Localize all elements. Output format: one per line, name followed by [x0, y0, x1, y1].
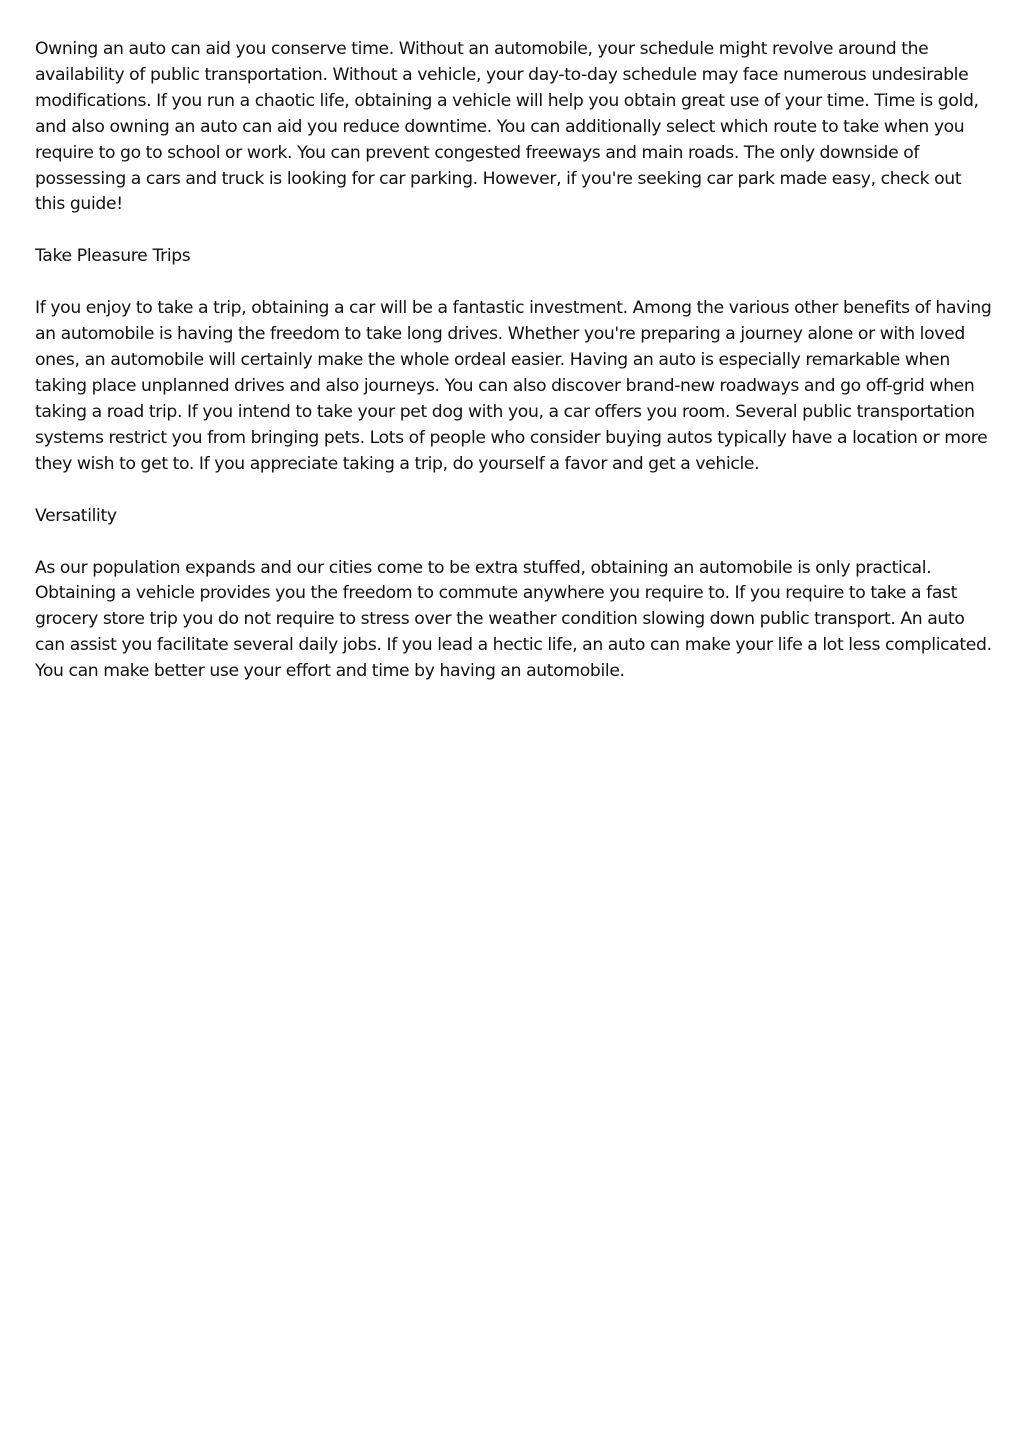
section-heading-versatility: Versatility [35, 505, 117, 526]
document-page [35, 37, 995, 711]
section-body-pleasure-trips: If you enjoy to take a trip, obtaining a car will be a fantastic investment. Among the various other benefits of having an automobile is having the freedom to take long drives. Whether you're preparing a journey alone or with loved ones, an automobile will certainly make the whole ordeal easier. Having an auto is especially remarkable when taking place unplanned drives and also journeys. You can also discover brand-new roadways and go off-grid when taking a road trip. If you intend to take your pet dog with you, a car offers you room. Several public transportation systems restrict you from bringing pets. Lots of people who consider buying autos typically have a location or more they wish to get to. If you appreciate taking a trip, do yourself a favor and get a vehicle. [35, 298, 992, 474]
section-heading-pleasure-trips: Take Pleasure Trips [35, 246, 191, 267]
intro-paragraph: Owning an auto can aid you conserve time. Without an automobile, your schedule might revolve around the availability of public transportation. Without a vehicle, your day-to-day schedule may face numerous undesirable modifications. If you run a chaotic life, obtaining a vehicle will help you obtain great use of your time. Time is gold, and also owning an auto can aid you reduce downtime. You can additionally select which route to take when you require to go to school or work. You can prevent congested freeways and main roads. The only downside of possessing a cars and truck is looking for car parking. However, if you're seeking car park made easy, check out this guide! [35, 39, 979, 215]
section-body-versatility: As our population expands and our cities come to be extra stuffed, obtaining an automobile is only practical. Obtaining a vehicle provides you the freedom to commute anywhere you require to. If you require to take a fast grocery store trip you do not require to stress over the weather condition slowing down public transport. An auto can assist you facilitate several daily jobs. If you lead a hectic life, an auto can make your life a lot less complicated. You can make better use your effort and time by having an automobile. [35, 557, 992, 682]
